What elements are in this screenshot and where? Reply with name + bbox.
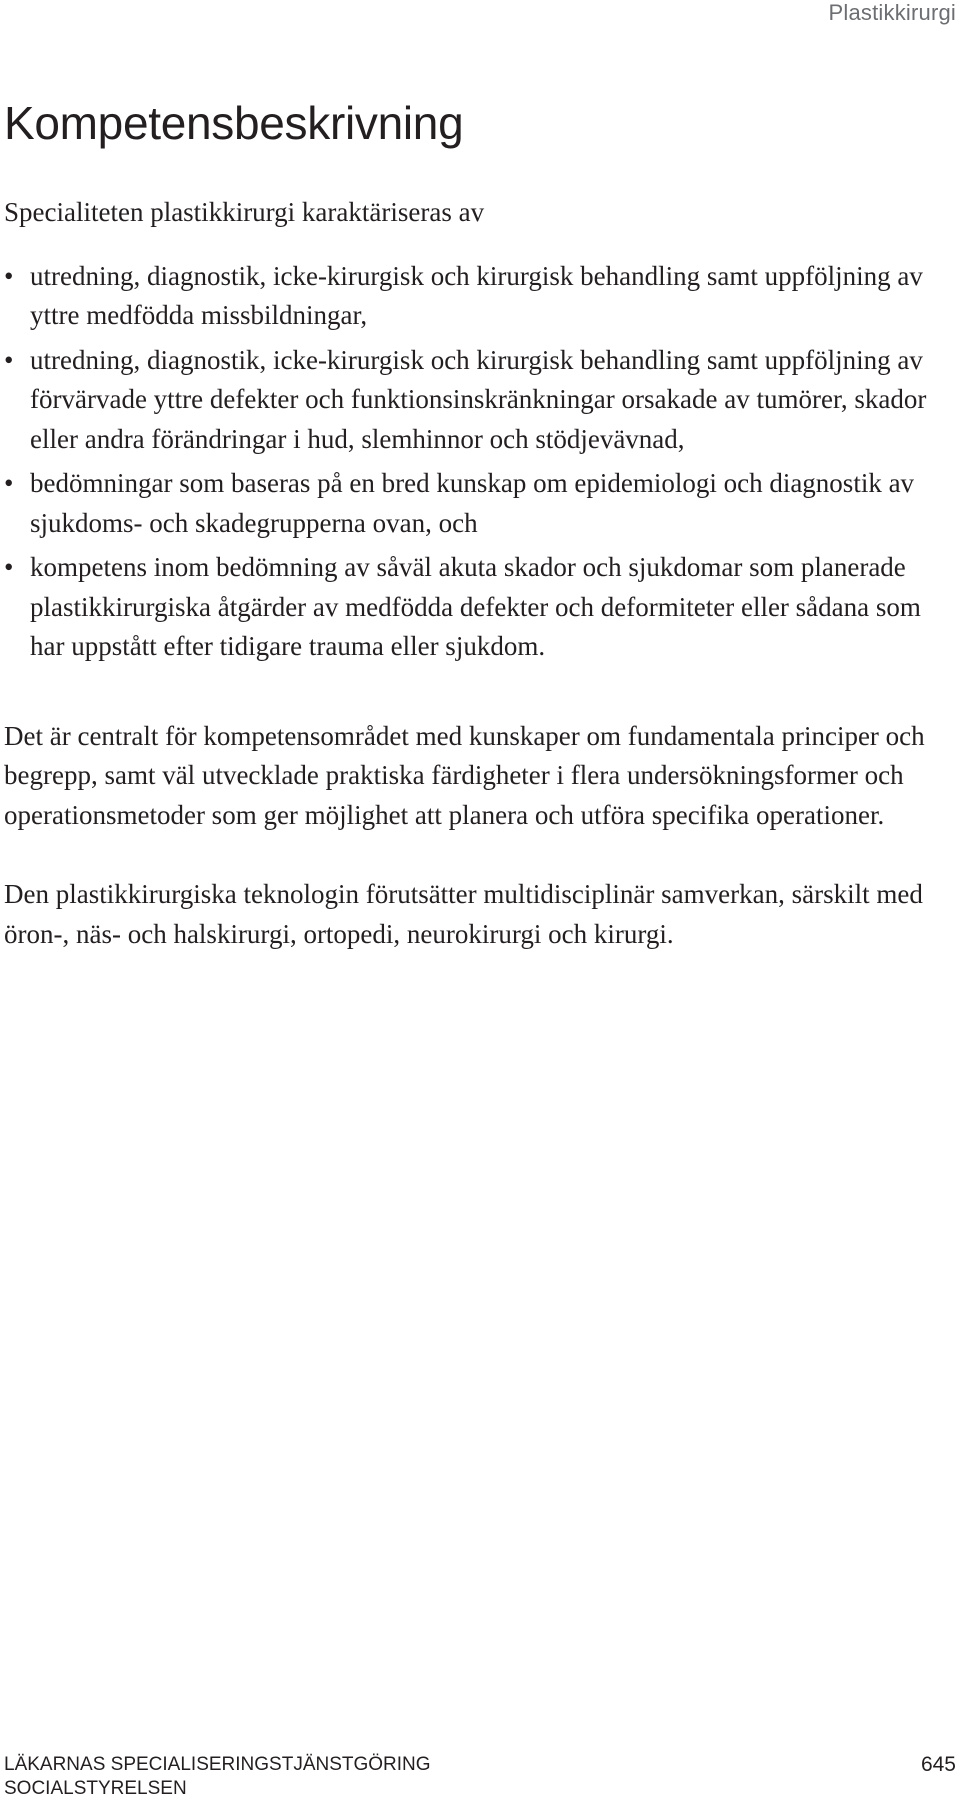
list-item [4,548,956,667]
footer-series-title: LÄKARNAS SPECIALISERINGSTJÄNSTGÖRING [4,1754,431,1775]
bullet-icon: • [4,344,14,375]
footer-publisher [4,1753,431,1801]
list-item-text: utredning, diagnostik, icke-kirurgisk och kirurgisk behandling samt uppföljning av förvärvade yttre defekter och funktionsinskränkningar orsakade av tumörer, skador eller andra förändringar i hud, slemhinnor och stödjevävnad, [30,344,927,454]
bullet-icon: • [4,468,14,498]
list-item-text: utredning, diagnostik, icke-kirurgisk och kirurgisk behandling samt uppföljning av yttre medfödda missbildningar, [30,260,923,330]
list-item [4,341,956,460]
bullet-icon: • [4,260,14,291]
footer-publisher-name: SOCIALSTYRELSEN [4,1778,187,1799]
intro-text: Specialiteten plastikkirurgi karaktäriseras av [4,197,485,227]
list-item-text: kompetens inom bedömning av såväl akuta skador och sjukdomar som planerade plastikkirurgiska åtgärder av medfödda defekter och deformiteter eller sådana som har uppstått efter tidigare trauma eller sjukdom. [30,552,921,661]
list-item-text: bedömningar som baseras på en bred kunskap om epidemiologi och diagnostik av sjukdoms- och skadegrupperna ovan, och [30,468,915,538]
bullet-icon: • [4,552,14,582]
page-title: Kompetensbeskrivning [4,97,464,149]
body-paragraph: Det är centralt för kompetensområdet med kunskaper om fundamentala principer och begrepp, samt väl utvecklade praktiska färdigheter i flera undersökningsformer och operationsmetoder som ger möjlighet att planera och utföra specifika operationer. [4,720,925,830]
running-head: Plastikkirurgi [828,0,956,25]
list-item [4,257,956,336]
list-item [4,464,956,543]
body-paragraph: Den plastikkirurgiska teknologin förutsätter multidisciplinär samverkan, särskilt med öron-, näs- och halskirurgi, ortopedi, neurokirurgi och kirurgi. [4,879,923,949]
main-content [4,193,956,954]
competence-list [4,257,956,667]
page-number: 645 [920,1753,956,1776]
